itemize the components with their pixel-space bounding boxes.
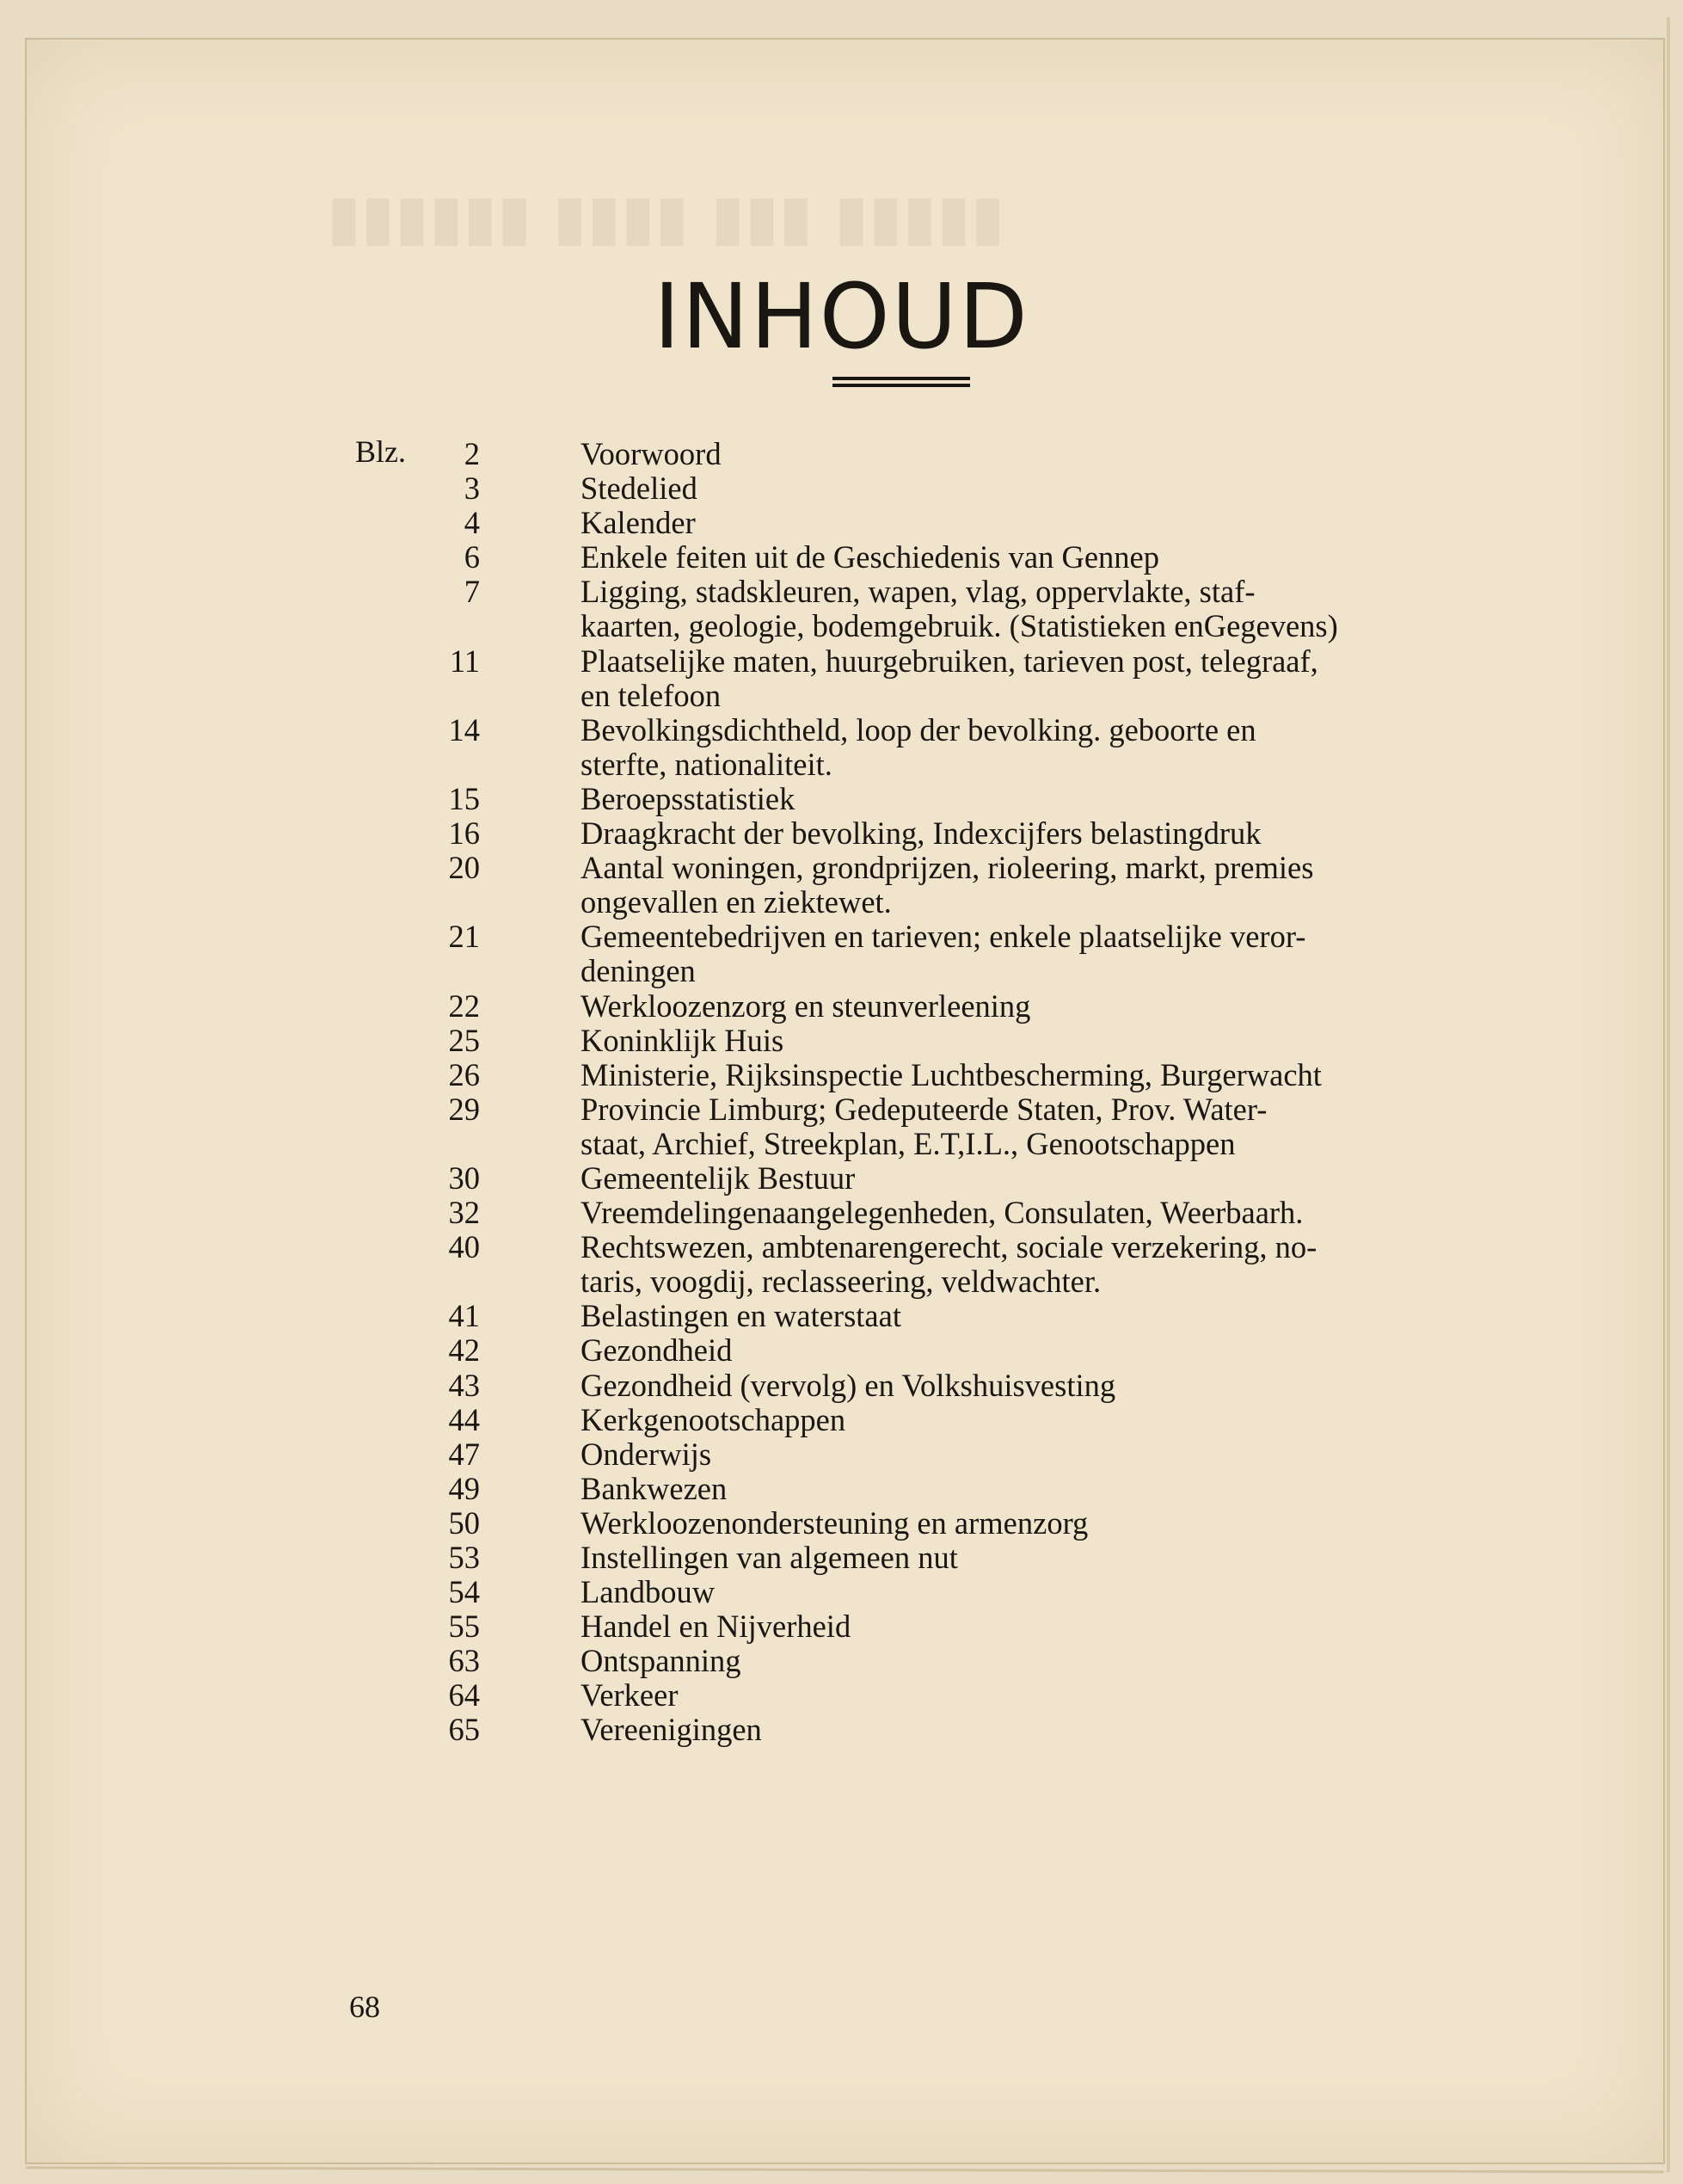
toc-entry-text: Ministerie, Rijksinspectie Luchtbescherming, Burgerwacht [580,1056,1322,1092]
toc-page-number: 65 [448,1712,480,1748]
toc-entry-text: Enkele feiten uit de Geschiedenis van Gennep [580,539,1159,575]
toc-page-number: 64 [448,1677,480,1713]
toc-page-number: 47 [448,1436,480,1472]
toc-page-number: 43 [448,1367,480,1403]
page-title: INHOUD [654,264,1029,369]
toc-entry [370,540,1462,575]
toc-entry-text: Vereenigingen [580,1712,762,1748]
toc-entry [370,989,1462,1024]
toc-entry [370,920,1462,988]
toc-page-number: 16 [448,815,480,852]
toc-page-number: 14 [448,711,480,747]
toc-entry [370,1472,1462,1506]
toc-entry-text: Handel en Nijverheid [580,1609,851,1645]
toc-page-number: 3 [464,471,480,507]
toc-entry-text: Werkloozenondersteuning en armenzorg [580,1504,1089,1541]
toc-entry-text: Aantal woningen, grondprijzen, rioleering, markt, premies ongevallen en ziektewet. [580,850,1314,920]
toc-page-number: 15 [448,780,480,816]
toc-entry-text: Onderwijs [580,1436,712,1472]
toc-entry [370,1230,1462,1299]
toc-entry [370,1161,1462,1196]
toc-entry [370,1437,1462,1472]
toc-page-number: 7 [464,574,480,610]
toc-entry [370,1024,1462,1058]
toc-entry-text: Kerkgenootschappen [580,1401,846,1437]
toc-entry-text: Gemeentelijk Bestuur [580,1160,856,1196]
toc-entry [370,1369,1462,1403]
toc-page-number: 40 [448,1229,480,1265]
toc-page-number: 32 [448,1195,480,1231]
toc-entry-text: Ontspanning [580,1643,741,1679]
toc-entry-text: Gemeentebedrijven en tarieven; enkele plaatselijke veror- deningen [580,919,1306,989]
toc-page-number: 41 [448,1298,480,1334]
toc-entry [370,575,1462,643]
toc-entry [370,1092,1462,1161]
toc-entry-text: Instellingen van algemeen nut [580,1540,958,1575]
toc-entry [370,1196,1462,1230]
toc-entry-text: Werkloozenzorg en steunverleening [580,987,1031,1024]
toc-entry [370,782,1462,816]
toc-entry-text: Belastingen en waterstaat [580,1298,901,1334]
toc-page-number: 55 [448,1609,480,1645]
toc-page-number: 26 [448,1056,480,1092]
toc-entry [370,1299,1462,1333]
toc-entry [370,1333,1462,1368]
toc-page-number: 29 [448,1091,480,1127]
toc-entry-text: Gezondheid [580,1332,733,1369]
toc-entry [370,437,1462,471]
toc-page-number: 4 [464,505,480,541]
toc-entry-text: Provincie Limburg; Gedeputeerde Staten, Prov. Water- staat, Archief, Streekplan, E.T,I.L., Genootschappen [580,1091,1268,1161]
toc-entry-text: Plaatselijke maten, huurgebruiken, tarieven post, telegraaf, en telefoon [580,643,1318,713]
toc-entry [370,851,1462,920]
toc-entry [370,1506,1462,1541]
toc-page-number: 25 [448,1022,480,1058]
toc-page-number: 44 [448,1401,480,1437]
toc-entry-text: Ligging, stadskleuren, wapen, vlag, oppervlakte, staf- kaarten, geologie, bodemgebruik. (Statistieken enGegevens) [580,574,1338,644]
page-number: 68 [349,1990,380,2024]
toc-page-number: 63 [448,1643,480,1679]
toc-entry-text: Vreemdelingenaangelegenheden, Consulaten, Weerbaarh. [580,1195,1304,1231]
page-column-label: Blz. [355,434,406,469]
toc-entry-text: Bevolkingsdichtheld, loop der bevolking. geboorte en sterfte, nationaliteit. [580,711,1256,782]
toc-entry-text: Rechtswezen, ambtenarengerecht, sociale verzekering, no- taris, voogdij, reclasseering, veldwachter. [580,1229,1318,1300]
toc-entry [370,1575,1462,1609]
toc-entry-text: Beroepsstatistiek [580,780,795,816]
toc-entry-text: Kalender [580,505,696,541]
toc-entry [370,1644,1462,1678]
toc-entry-text: Bankwezen [580,1470,728,1506]
toc-entry [370,644,1462,713]
toc-entry-text: Stedelied [580,471,697,507]
toc-page-number: 30 [448,1160,480,1196]
toc-entry-text: Draagkracht der bevolking, Indexcijfers belastingdruk [580,815,1262,852]
toc-entry-text: Voorwoord [580,436,722,471]
toc-page-number: 54 [448,1574,480,1610]
table-of-contents [370,437,1462,1748]
toc-entry-text: Landbouw [580,1574,716,1610]
toc-page-number: 49 [448,1470,480,1506]
toc-page-number: 50 [448,1504,480,1541]
toc-page-number: 53 [448,1540,480,1575]
toc-entry [370,1713,1462,1747]
toc-page-number: 22 [448,987,480,1024]
toc-entry [370,1541,1462,1575]
toc-entry [370,713,1462,782]
toc-entry [370,1403,1462,1437]
toc-page-number: 20 [448,850,480,886]
title-double-rule [832,377,970,394]
toc-entry [370,1609,1462,1644]
toc-entry [370,1058,1462,1092]
toc-entry-text: Verkeer [580,1677,679,1713]
toc-page-number: 21 [448,919,480,955]
toc-entry-text: Gezondheid (vervolg) en Volkshuisvesting [580,1367,1116,1403]
toc-entry [370,1678,1462,1713]
toc-entry-text: Koninklijk Huis [580,1022,784,1058]
toc-page-number: 11 [449,643,480,679]
toc-page-number: 2 [464,436,480,471]
toc-entry [370,471,1462,506]
toc-entry [370,506,1462,540]
toc-page-number: 42 [448,1332,480,1369]
toc-page-number: 6 [464,539,480,575]
toc-entry [370,816,1462,851]
